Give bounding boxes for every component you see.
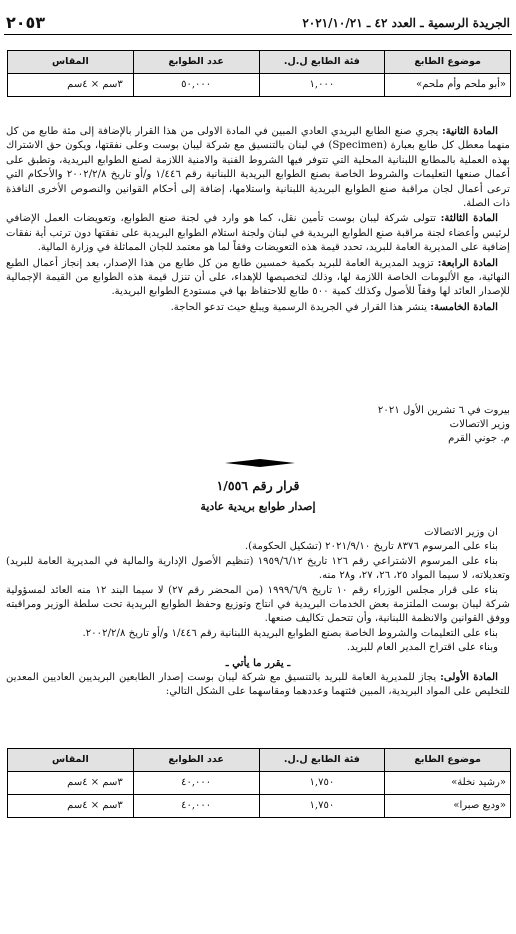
article-text: يجاز للمديرية العامة للبريد بالتنسيق مع شركة ليبان بوست إصدار الطابعين البريديين العاديين المعدين للتخليص على المواد البريدية، المبين فئتهما وعددهما ومقاسهما على الشكل التالي: — [6, 672, 510, 698]
article-text: تزويد المديرية العامة للبريد بكمية خمسين طابع من كل طابع من هذا الإصدار، بعد إنجاز أعمال الطبع النهائية، مع الألبومات الخاصة اللازمة لها، وذلك لتخصيصها للإهداء، على أن تنزل قيمة هذه الطوابع من القيمة الإجمالية للإصدار العائد لها وفقاً للأصول وكذلك كمية ٥٠٠ طابع للاحتفاظ بها في مستودع الطوابع البريدية. — [6, 257, 510, 298]
article-4 — [6, 256, 510, 300]
cell-subject: «رشيد نخلة» — [385, 772, 511, 795]
table-header-row — [8, 749, 511, 772]
table-row — [8, 74, 511, 97]
basis-1: بناء على المرسوم ٨٣٧٦ تاريخ ٢٠٢١/٩/١٠ (تشكيل الحكومة). — [244, 541, 498, 553]
signature-role: وزير الاتصالات — [449, 419, 510, 430]
article-label: المادة الثالثة: — [440, 212, 498, 225]
header-category: فئة الطابع ل.ل. — [259, 749, 385, 772]
article-text: ينشر هذا القرار في الجريدة الرسمية ويبلغ حيث تدعو الحاجة. — [170, 301, 428, 313]
cell-dimensions: ٣سم × ٤سم — [8, 795, 134, 818]
signature-name: م. جوني القرم — [448, 433, 510, 444]
stamps-table-2 — [7, 748, 511, 818]
cell-count: ٤٠,٠٠٠ — [133, 795, 259, 818]
basis-5: وبناء على اقتراح المدير العام للبريد. — [346, 642, 498, 654]
header-count: عدد الطوابع — [133, 749, 259, 772]
article-5 — [6, 300, 510, 315]
signature-block — [300, 404, 510, 446]
page-number: ٢٠٥٣ — [6, 12, 46, 32]
decision-body — [6, 526, 510, 700]
cell-category: ١,٠٠٠ — [259, 74, 385, 97]
article-label: المادة الثانية: — [442, 125, 498, 137]
cell-subject: «أبو ملحم وأم ملحم» — [385, 74, 511, 97]
header-subject: موضوع الطابع — [385, 749, 511, 772]
cell-count: ٤٠,٠٠٠ — [133, 772, 259, 795]
divider-ornament — [225, 458, 295, 468]
stamps-table-1 — [7, 50, 511, 97]
article-label: المادة الأولى: — [440, 671, 498, 684]
header-subject: موضوع الطابع — [385, 51, 511, 74]
article-label: المادة الخامسة: — [430, 300, 498, 313]
basis-3: بناء على قرار مجلس الوزراء رقم ١٠ تاريخ ١٩٩٩/٦/٩ (من المحضر رقم ٢٧) لا سيما البند ١٢ منه العائد لمسؤولية شركة ليبان بوست الملتزمة بعض الخدمات البريدية في انتاج وتوزيع وحفظ الطوابع البريدية تحت سلطة الوزير ومراقبته ووفق القوانين والانظمة اللبنانية، وأن تتحمل تكاليف صنعها. — [6, 584, 510, 625]
decision-title: قرار رقم ١/٥٥٦ — [216, 478, 300, 493]
header-category: فئة الطابع ل.ل. — [259, 51, 385, 74]
article-text: يجري صنع الطابع البريدي العادي المبين في المادة الاولى من هذا القرار بالإضافة إلى مئة طابع من كل منهما معطل كل طابع بعبارة (Specimen) في لبنان بالتنسيق مع شركة ليبان بوست وعلى نفقتها، ويكون حق الاشتراك بهذه العملية بالمطابع اللبنانية المحلية التي تتوفر فيها الشروط الفنية والامنية اللازمة لصنع الطوابع البريدية، وتطبق على أعمال صنعها التعليمات والشروط الخاصة بصنع الطوابع البريدية اللبنانية رقم ١/٤٤٦ و/أو تاريخ ٢٠٠٢/٢/٨ والأحكام التي ترعى أعمال لجان مراقبة صنع الطوابع البريدية اللبنانية واستلامها، إضافة إلى أحكام القوانين والنصوص الأخرى النافذة ذات الصلة. — [6, 126, 510, 210]
articles-top — [6, 124, 510, 315]
header-dimensions: المقاس — [8, 749, 134, 772]
header-count: عدد الطوابع — [133, 51, 259, 74]
header-dimensions: المقاس — [8, 51, 134, 74]
cell-dimensions: ٣سم × ٤سم — [8, 74, 134, 97]
cell-category: ١,٧٥٠ — [259, 795, 385, 818]
page-header — [6, 8, 510, 30]
cell-subject: «وديع صبرا» — [385, 795, 511, 818]
decides-line: ـ يقرر ما يأتي ـ — [225, 656, 291, 669]
table-row — [8, 795, 511, 818]
gazette-title: الجريدة الرسمية ـ العدد ٤٢ ـ ٢٠٢١/١٠/٢١ — [302, 15, 510, 30]
basis-2: بناء على المرسوم الاشتراعي رقم ١٢٦ تاريخ ١٩٥٩/٦/١٢ (تنظيم الأصول الإدارية والمالية في المديرية العامة للبريد) وتعديلاته، لا سيما المواد ٢٥، ٢٦، ٢٧، و٢٨ منه. — [6, 555, 510, 582]
article-2 — [6, 124, 510, 211]
decision-minister: ان وزير الاتصالات — [424, 527, 498, 538]
article-label: المادة الرابعة: — [437, 256, 498, 269]
header-rule — [4, 34, 512, 35]
article-text: تتولى شركة ليبان بوست تأمين نقل، كما هو وارد في لجنة صنع الطوابع، وتعويضات العمل الإضافي لرئيس وأعضاء لجنة مراقبة صنع الطوابع البريدية في لبنان ولجنة استلام الطوابع البريدية على نفقتها دون ترتب أية نفقات إضافية على المديرية العامة للبريد، تحدد قيمة هذه التعويضات وفقاً لما هو معتمد للجان المماثلة في وزارة المالية. — [6, 213, 510, 254]
table-header-row — [8, 51, 511, 74]
article-3 — [6, 211, 510, 255]
cell-dimensions: ٣سم × ٤سم — [8, 772, 134, 795]
table-row — [8, 772, 511, 795]
cell-count: ٥٠,٠٠٠ — [133, 74, 259, 97]
cell-category: ١,٧٥٠ — [259, 772, 385, 795]
decision-subtitle: إصدار طوابع بريدية عادية — [200, 500, 316, 513]
decision-article-1 — [6, 670, 510, 700]
basis-4: بناء على التعليمات والشروط الخاصة بصنع الطوابع البريدية اللبنانية رقم ١/٤٤٦ و/أو تاريخ ٢٠٠٢/٢/٨. — [82, 627, 498, 639]
signature-place-date: بيروت في ٦ تشرين الأول ٢٠٢١ — [377, 405, 510, 416]
